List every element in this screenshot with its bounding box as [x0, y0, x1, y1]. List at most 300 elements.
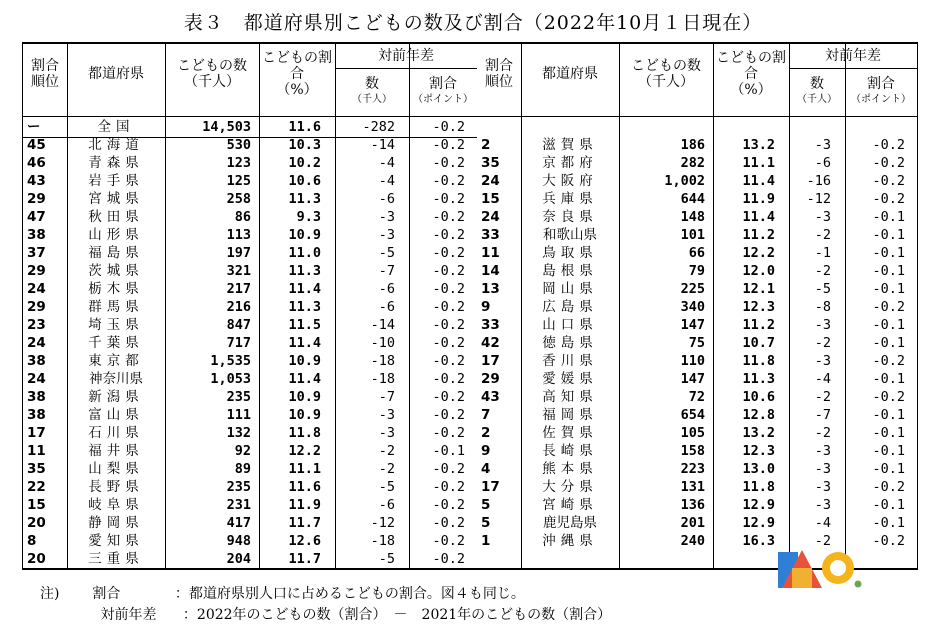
count-cell: 948: [226, 533, 251, 549]
yoy-ratio-cell: -0.2: [432, 551, 465, 567]
prefecture-cell: 長野県: [88, 479, 144, 495]
ratio-cell: 11.4: [288, 335, 321, 351]
yoy-ratio-cell: -0.1: [872, 461, 905, 477]
table-row: [23, 406, 477, 424]
yoy-ratio-cell: -0.2: [432, 461, 465, 477]
yoy-count-cell: -12: [806, 191, 831, 207]
table-row: [23, 118, 477, 136]
rank-cell: 43: [27, 173, 46, 189]
yoy-count-cell: -4: [814, 371, 831, 387]
yoy-ratio-cell: -0.2: [432, 371, 465, 387]
rank-cell: 29: [481, 371, 500, 387]
yoy-count-cell: -2: [814, 425, 831, 441]
table-row: [477, 280, 917, 298]
yoy-ratio-cell: -0.2: [432, 263, 465, 279]
count-cell: 101: [680, 227, 705, 243]
table-row: [23, 136, 477, 154]
count-cell: 72: [688, 389, 705, 405]
rank-cell: 24: [27, 335, 46, 351]
yoy-ratio-cell: -0.2: [432, 119, 465, 135]
ratio-cell: 11.2: [742, 317, 775, 333]
rank-cell: 5: [481, 515, 491, 531]
note-term-ratio: 割合: [92, 586, 121, 602]
count-cell: 235: [226, 389, 251, 405]
ratio-cell: 11.9: [742, 191, 775, 207]
table-row: [477, 406, 917, 424]
yoy-header-label: 対前年差: [378, 48, 434, 64]
table-row: [23, 298, 477, 316]
yoy-count-cell: -2: [814, 533, 831, 549]
yoy-count-cell: -4: [378, 173, 395, 189]
yoy-count-cell: -5: [814, 281, 831, 297]
yoy-ratio-cell: -0.2: [872, 137, 905, 153]
rank-cell: 14: [481, 263, 500, 279]
count-cell: 123: [226, 155, 251, 171]
count-cell: 240: [680, 533, 705, 549]
yoy-count-cell: -3: [814, 137, 831, 153]
ratio-cell: 12.1: [742, 281, 775, 297]
count-cell: 89: [234, 461, 251, 477]
table-right-half: [477, 44, 917, 568]
note-term-yoy: 対前年差: [100, 607, 157, 623]
ratio-cell: 11.8: [742, 479, 775, 495]
yoy-count-cell: -3: [814, 209, 831, 225]
yoy-count-cell: -14: [370, 317, 395, 333]
note-prefix: 注): [40, 586, 60, 602]
prefecture-cell: 三重県: [88, 551, 144, 567]
prefecture-cell: 栃木県: [88, 281, 144, 297]
left-header-count: [165, 58, 259, 98]
rank-cell: 45: [27, 137, 46, 153]
yoy-count-cell: -282: [362, 119, 395, 135]
rank-cell: 1: [481, 533, 491, 549]
rank-cell: 29: [27, 263, 46, 279]
count-cell: 110: [680, 353, 705, 369]
ratio-cell: 11.3: [288, 263, 321, 279]
table-row: [23, 424, 477, 442]
ratio-cell: 11.7: [288, 515, 321, 531]
count-cell: 92: [234, 443, 251, 459]
yoy-count-cell: -3: [814, 443, 831, 459]
ratio-cell: 10.9: [288, 407, 321, 423]
count-cell: 111: [226, 407, 251, 423]
yoy-count-cell: -2: [814, 389, 831, 405]
ratio-cell: 12.2: [742, 245, 775, 261]
yoy-ratio-cell: -0.2: [432, 245, 465, 261]
rank-cell: 29: [27, 191, 46, 207]
yoy-ratio-cell: -0.2: [432, 389, 465, 405]
prefecture-cell: 島根県: [542, 263, 598, 279]
count-cell: 158: [680, 443, 705, 459]
ratio-cell: 12.8: [742, 407, 775, 423]
rank-cell: 2: [481, 425, 491, 441]
prefecture-cell: 北海道: [88, 137, 144, 153]
yoy-ratio-cell: -0.2: [432, 173, 465, 189]
rank-cell: 4: [481, 461, 491, 477]
table-row: [23, 496, 477, 514]
count-cell: 75: [688, 335, 705, 351]
count-cell: 654: [680, 407, 705, 423]
prefecture-cell: 岩手県: [88, 173, 144, 189]
ratio-header-label: こどもの割合: [262, 50, 332, 82]
rank-cell: 38: [27, 407, 46, 423]
yoy-count-cell: -1: [814, 245, 831, 261]
rank-cell: 46: [27, 155, 46, 171]
count-cell: 231: [226, 497, 251, 513]
yoy-ratio-cell: -0.2: [872, 191, 905, 207]
prefecture-cell: 香川県: [542, 353, 598, 369]
count-cell: 125: [226, 173, 251, 189]
rank-cell: 15: [481, 191, 500, 207]
prefecture-cell: 群馬県: [88, 299, 144, 315]
rank-cell: 38: [27, 353, 46, 369]
table-row: [23, 370, 477, 388]
footnotes: [40, 584, 611, 626]
table-row: [477, 460, 917, 478]
prefecture-cell: 福島県: [88, 245, 144, 261]
note-yoy-text: ：2022年のこどもの数（割合） － 2021年のこどもの数（割合）: [182, 607, 612, 623]
count-cell: 66: [688, 245, 705, 261]
ratio-cell: 11.0: [288, 245, 321, 261]
rank-cell: 22: [27, 479, 46, 495]
prefecture-cell: 岐阜県: [88, 497, 144, 513]
yoy-ratio-cell: -0.2: [432, 209, 465, 225]
count-cell: 225: [680, 281, 705, 297]
ratio-cell: 10.6: [288, 173, 321, 189]
ratio-cell: 12.9: [742, 497, 775, 513]
count-cell: 223: [680, 461, 705, 477]
rank-cell: 33: [481, 227, 500, 243]
page-title: 表３ 都道府県別こどもの数及び割合（2022年10月１日現在）: [183, 12, 763, 34]
table-left-half: [23, 44, 477, 568]
yoy-count-cell: -3: [814, 317, 831, 333]
count-cell: 197: [226, 245, 251, 261]
rank-cell: 35: [27, 461, 46, 477]
right-header-ratio: [713, 50, 789, 110]
yoy-count-cell: -7: [378, 389, 395, 405]
yoy-ratio-cell: -0.1: [872, 515, 905, 531]
count-cell: 147: [680, 371, 705, 387]
prefecture-cell: 静岡県: [88, 515, 144, 531]
table-row: [23, 316, 477, 334]
yoy-ratio-cell: -0.2: [872, 479, 905, 495]
left-header-yoy: [335, 48, 477, 66]
yoy-ratio-cell: -0.2: [432, 137, 465, 153]
yoy-count-cell: -2: [814, 227, 831, 243]
rank-cell: 9: [481, 443, 491, 459]
right-header-count: [619, 58, 713, 98]
count-cell: 530: [226, 137, 251, 153]
yoy-count-cell: -3: [378, 425, 395, 441]
rank-cell: 11: [481, 245, 500, 261]
left-header-rank: [23, 58, 67, 98]
prefecture-table: [22, 42, 918, 570]
table-row: [23, 208, 477, 226]
left-header-ratio: [259, 50, 335, 110]
rank-cell: 24: [27, 371, 46, 387]
count-cell: 340: [680, 299, 705, 315]
ratio-cell: 11.9: [288, 497, 321, 513]
prefecture-cell: 茨城県: [88, 263, 144, 279]
prefecture-cell: 埼玉県: [88, 317, 144, 333]
ratio-cell: 10.3: [288, 137, 321, 153]
yoy-ratio-cell: -0.1: [872, 407, 905, 423]
prefecture-cell: 愛知県: [88, 533, 144, 549]
yoy-ratio-cell: -0.1: [872, 245, 905, 261]
table-row: [477, 424, 917, 442]
yoy-count-cell: -7: [814, 407, 831, 423]
yoy-ratio-cell: -0.1: [872, 443, 905, 459]
ratio-cell: 12.2: [288, 443, 321, 459]
rank-cell: 35: [481, 155, 500, 171]
yoy-ratio-cell: -0.2: [432, 497, 465, 513]
yoy-ratio-cell: -0.2: [432, 317, 465, 333]
yoy-count-cell: -4: [378, 155, 395, 171]
yoy-count-cell: -18: [370, 371, 395, 387]
table-row: [477, 226, 917, 244]
yoy-count-cell: -7: [378, 263, 395, 279]
ratio-cell: 11.4: [288, 281, 321, 297]
yoy-ratio-cell: -0.2: [432, 155, 465, 171]
table-row: [477, 514, 917, 532]
yoy-ratio-unit: （ポイント）: [851, 94, 911, 105]
ratio-cell: 12.0: [742, 263, 775, 279]
table-row: [477, 496, 917, 514]
ratio-cell: 11.6: [288, 479, 321, 495]
prefecture-cell: 兵庫県: [542, 191, 598, 207]
yoy-ratio-cell: -0.2: [872, 533, 905, 549]
prefecture-cell: 全国: [97, 119, 135, 135]
yoy-ratio-cell: -0.2: [432, 425, 465, 441]
yoy-ratio-label: 割合: [867, 76, 895, 92]
count-cell: 105: [680, 425, 705, 441]
prefecture-cell: 新潟県: [88, 389, 144, 405]
rank-cell: 47: [27, 209, 46, 225]
yoy-ratio-cell: -0.2: [432, 335, 465, 351]
left-header-yoy-count: [335, 76, 409, 114]
yoy-count-cell: -3: [814, 461, 831, 477]
yoy-ratio-cell: -0.1: [432, 443, 465, 459]
table-row: [23, 334, 477, 352]
yoy-ratio-cell: -0.2: [432, 191, 465, 207]
ratio-cell: 11.2: [742, 227, 775, 243]
yoy-count-cell: -18: [370, 353, 395, 369]
table-row: [23, 244, 477, 262]
count-cell: 235: [226, 479, 251, 495]
right-header-pref: [521, 66, 619, 96]
count-cell: 1,002: [664, 173, 705, 189]
prefecture-cell: 秋田県: [88, 209, 144, 225]
yoy-ratio-cell: -0.2: [872, 299, 905, 315]
ratio-cell: 13.0: [742, 461, 775, 477]
yoy-ratio-cell: -0.1: [872, 281, 905, 297]
yoy-ratio-cell: -0.2: [432, 479, 465, 495]
yoy-ratio-cell: -0.1: [872, 209, 905, 225]
yoy-count-cell: -6: [378, 281, 395, 297]
prefecture-cell: 徳島県: [542, 335, 598, 351]
ratio-cell: 11.8: [742, 353, 775, 369]
prefecture-cell: 山梨県: [88, 461, 144, 477]
prefecture-cell: 長崎県: [542, 443, 598, 459]
table-row: [23, 550, 477, 568]
watermark-logo: [778, 546, 862, 592]
pref-header-label: 都道府県: [542, 66, 598, 82]
count-cell: 216: [226, 299, 251, 315]
yoy-count-label: 数: [365, 76, 379, 92]
ratio-cell: 11.8: [288, 425, 321, 441]
table-row: [477, 388, 917, 406]
rank-cell: 17: [27, 425, 46, 441]
table-row: [23, 532, 477, 550]
table-row: [477, 352, 917, 370]
count-unit-label: （千人）: [638, 74, 694, 90]
rank-header-label: 割合順位: [31, 58, 59, 90]
count-cell: 847: [226, 317, 251, 333]
rank-cell: 5: [481, 497, 491, 513]
right-header-yoy-count: [789, 76, 845, 114]
prefecture-cell: 鳥取県: [542, 245, 598, 261]
table-row: [23, 262, 477, 280]
rank-cell: 20: [27, 515, 46, 531]
prefecture-cell: 宮崎県: [542, 497, 598, 513]
yoy-ratio-cell: -0.1: [872, 263, 905, 279]
yoy-count-cell: -5: [378, 551, 395, 567]
ratio-cell: 11.1: [288, 461, 321, 477]
right-header-yoy-ratio: [845, 76, 917, 114]
rank-cell: 8: [27, 533, 37, 549]
rank-cell: 2: [481, 137, 491, 153]
rank-header-label: 割合順位: [485, 58, 513, 90]
table-row: [23, 478, 477, 496]
count-cell: 14,503: [202, 119, 251, 135]
table-row: [477, 262, 917, 280]
prefecture-cell: 東京都: [88, 353, 144, 369]
count-cell: 79: [688, 263, 705, 279]
count-cell: 417: [226, 515, 251, 531]
ratio-cell: 11.6: [288, 119, 321, 135]
yoy-count-cell: -5: [378, 245, 395, 261]
yoy-count-cell: -4: [814, 515, 831, 531]
yoy-count-cell: -2: [814, 263, 831, 279]
rank-cell: 43: [481, 389, 500, 405]
count-cell: 1,535: [210, 353, 251, 369]
count-cell: 113: [226, 227, 251, 243]
count-cell: 136: [680, 497, 705, 513]
yoy-ratio-cell: -0.2: [432, 515, 465, 531]
pref-header-label: 都道府県: [88, 66, 144, 82]
yoy-ratio-unit: （ポイント）: [413, 94, 473, 105]
rank-cell: 17: [481, 353, 500, 369]
count-cell: 131: [680, 479, 705, 495]
table-row: [23, 460, 477, 478]
prefecture-cell: 京都府: [542, 155, 598, 171]
count-unit-label: （千人）: [184, 74, 240, 90]
ratio-cell: 12.6: [288, 533, 321, 549]
prefecture-cell: 富山県: [88, 407, 144, 423]
yoy-ratio-cell: -0.2: [872, 155, 905, 171]
yoy-ratio-cell: -0.2: [432, 533, 465, 549]
rank-cell: 24: [481, 209, 500, 225]
prefecture-cell: 広島県: [542, 299, 598, 315]
yoy-count-cell: -6: [378, 299, 395, 315]
yoy-ratio-cell: -0.1: [872, 227, 905, 243]
count-header-label: こどもの数: [177, 58, 247, 74]
ratio-cell: 16.3: [742, 533, 775, 549]
rank-cell: 37: [27, 245, 46, 261]
table-row: [23, 226, 477, 244]
ratio-cell: 13.2: [742, 425, 775, 441]
table-row: [477, 172, 917, 190]
rank-cell: ー: [27, 119, 41, 135]
ratio-cell: 10.9: [288, 389, 321, 405]
count-cell: 147: [680, 317, 705, 333]
yoy-count-label: 数: [810, 76, 824, 92]
rank-cell: 15: [27, 497, 46, 513]
prefecture-cell: 滋賀県: [542, 137, 598, 153]
yoy-count-cell: -6: [378, 191, 395, 207]
prefecture-cell: 愛媛県: [542, 371, 598, 387]
table-row: [477, 442, 917, 460]
rank-cell: 9: [481, 299, 491, 315]
ratio-cell: 11.3: [288, 299, 321, 315]
yoy-count-cell: -18: [370, 533, 395, 549]
rank-cell: 24: [27, 281, 46, 297]
yoy-count-cell: -3: [814, 479, 831, 495]
ratio-unit-label: （%）: [730, 82, 772, 98]
ratio-cell: 10.7: [742, 335, 775, 351]
yoy-count-cell: -3: [378, 209, 395, 225]
ratio-cell: 11.7: [288, 551, 321, 567]
left-header-yoy-ratio: [409, 76, 477, 114]
table-row: [23, 280, 477, 298]
prefecture-cell: 大阪府: [542, 173, 598, 189]
table-row: [477, 334, 917, 352]
rank-cell: 13: [481, 281, 500, 297]
right-header-rank: [477, 58, 521, 98]
count-cell: 1,053: [210, 371, 251, 387]
prefecture-cell: 神奈川県: [89, 371, 143, 387]
yoy-count-cell: -2: [378, 443, 395, 459]
table-row: [477, 136, 917, 154]
count-cell: 148: [680, 209, 705, 225]
prefecture-cell: 山形県: [88, 227, 144, 243]
table-row: [23, 514, 477, 532]
count-cell: 644: [680, 191, 705, 207]
rank-cell: 38: [27, 227, 46, 243]
rank-cell: 33: [481, 317, 500, 333]
rank-cell: 24: [481, 173, 500, 189]
yoy-count-cell: -5: [378, 479, 395, 495]
ratio-cell: 13.2: [742, 137, 775, 153]
table-row: [23, 190, 477, 208]
table-row: [23, 154, 477, 172]
rank-cell: 11: [27, 443, 46, 459]
prefecture-cell: 千葉県: [88, 335, 144, 351]
ratio-cell: 12.3: [742, 443, 775, 459]
table-row: [477, 478, 917, 496]
right-header-yoy: [789, 48, 917, 66]
yoy-count-cell: -3: [814, 497, 831, 513]
yoy-group-line: [789, 68, 917, 69]
count-cell: 86: [234, 209, 251, 225]
table-row: [477, 154, 917, 172]
ratio-cell: 12.3: [742, 299, 775, 315]
note-ratio-text: ：都道府県別人口に占めるこどもの割合。図４も同じ。: [174, 586, 525, 602]
yoy-ratio-cell: -0.2: [432, 407, 465, 423]
rank-cell: 20: [27, 551, 46, 567]
table-row: [477, 190, 917, 208]
count-cell: 201: [680, 515, 705, 531]
